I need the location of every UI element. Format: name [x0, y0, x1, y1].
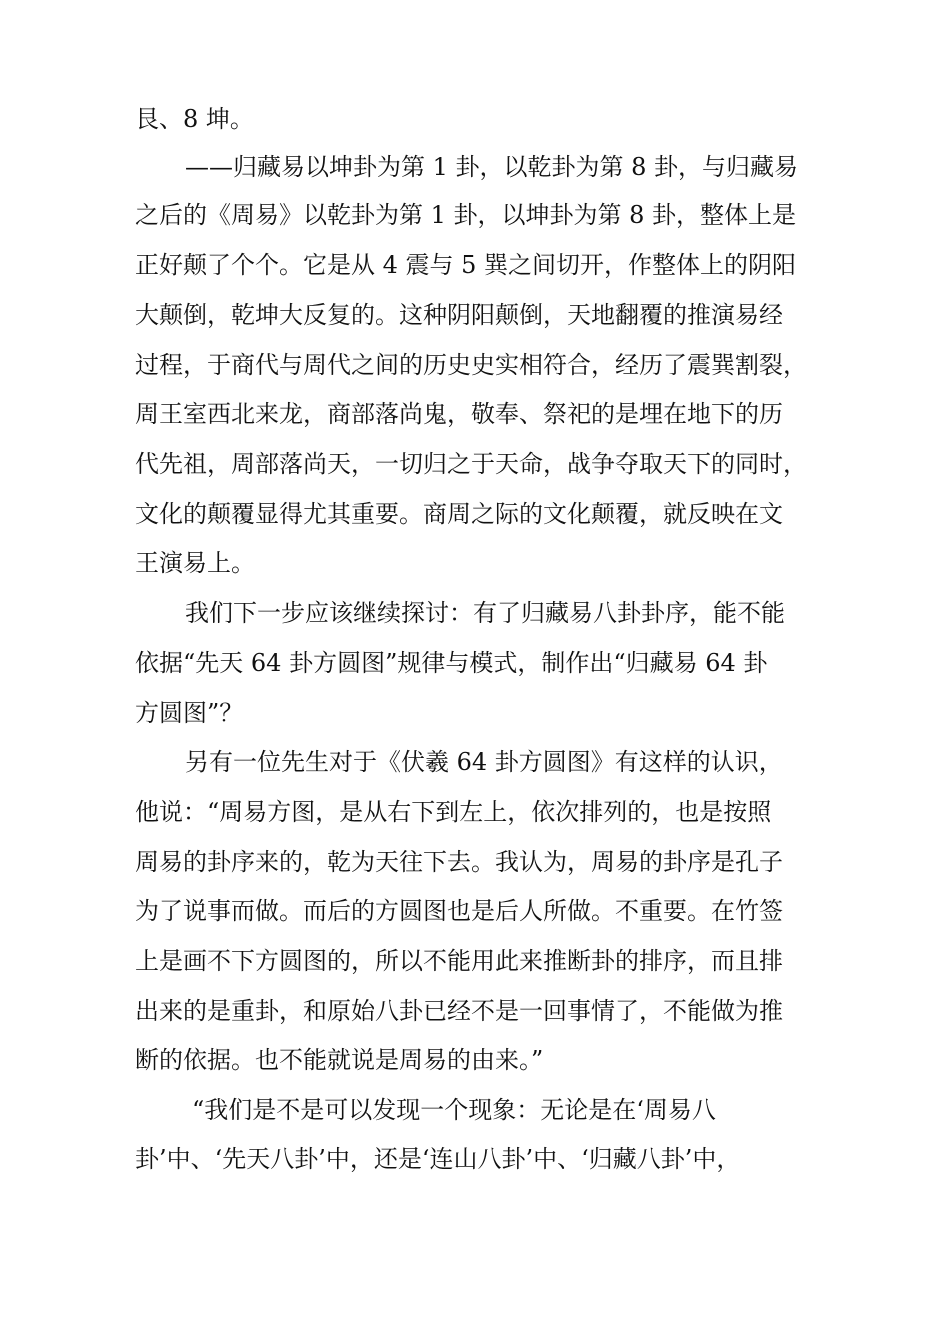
- text-line-21: “我们是不是可以发现一个现象：无论是在‘周易八: [192, 1096, 716, 1124]
- text-line-7: 周王室西北来龙，商部落尚鬼，敬奉、祭祀的是埋在地下的历: [135, 400, 783, 428]
- text-line-15: 他说：“周易方图，是从右下到左上，依次排列的，也是按照: [135, 798, 772, 826]
- text-line-6: 过程，于商代与周代之间的历史史实相符合，经历了震巽割裂，: [135, 351, 807, 379]
- text-line-20: 断的依据。也不能就说是周易的由来。”: [135, 1046, 544, 1074]
- text-line-22: 卦’中、‘先天八卦’中，还是‘连山八卦’中、‘归藏八卦’中，: [135, 1145, 741, 1173]
- text-line-2: ——归藏易以坤卦为第 1 卦，以乾卦为第 8 卦，与归藏易: [185, 153, 799, 181]
- text-line-9: 文化的颠覆显得尤其重要。商周之际的文化颠覆，就反映在文: [135, 500, 783, 528]
- text-line-4: 正好颠了个个。它是从 4 震与 5 巽之间切开，作整体上的阴阳: [135, 251, 797, 279]
- text-line-3: 之后的《周易》以乾卦为第 1 卦，以坤卦为第 8 卦，整体上是: [135, 201, 797, 229]
- text-line-13: 方圆图”？: [135, 699, 244, 727]
- text-line-11: 我们下一步应该继续探讨：有了归藏易八卦卦序，能不能: [185, 599, 785, 627]
- text-line-19: 出来的是重卦，和原始八卦已经不是一回事情了，不能做为推: [135, 997, 783, 1025]
- text-line-17: 为了说事而做。而后的方圆图也是后人所做。不重要。在竹签: [135, 897, 783, 925]
- text-line-12: 依据“先天 64 卦方圆图”规律与模式，制作出“归藏易 64 卦: [135, 649, 768, 677]
- text-line-14: 另有一位先生对于《伏羲 64 卦方圆图》有这样的认识，: [185, 748, 783, 776]
- text-line-18: 上是画不下方圆图的，所以不能用此来推断卦的排序，而且排: [135, 947, 783, 975]
- text-line-5: 大颠倒，乾坤大反复的。这种阴阳颠倒，天地翻覆的推演易经: [135, 301, 783, 329]
- text-line-16: 周易的卦序来的，乾为天往下去。我认为，周易的卦序是孔子: [135, 848, 783, 876]
- text-line-8: 代先祖，周部落尚天，一切归之于天命，战争夺取天下的同时，: [135, 450, 807, 478]
- text-line-1: 艮、8 坤。: [135, 105, 254, 133]
- text-line-10: 王演易上。: [135, 549, 255, 577]
